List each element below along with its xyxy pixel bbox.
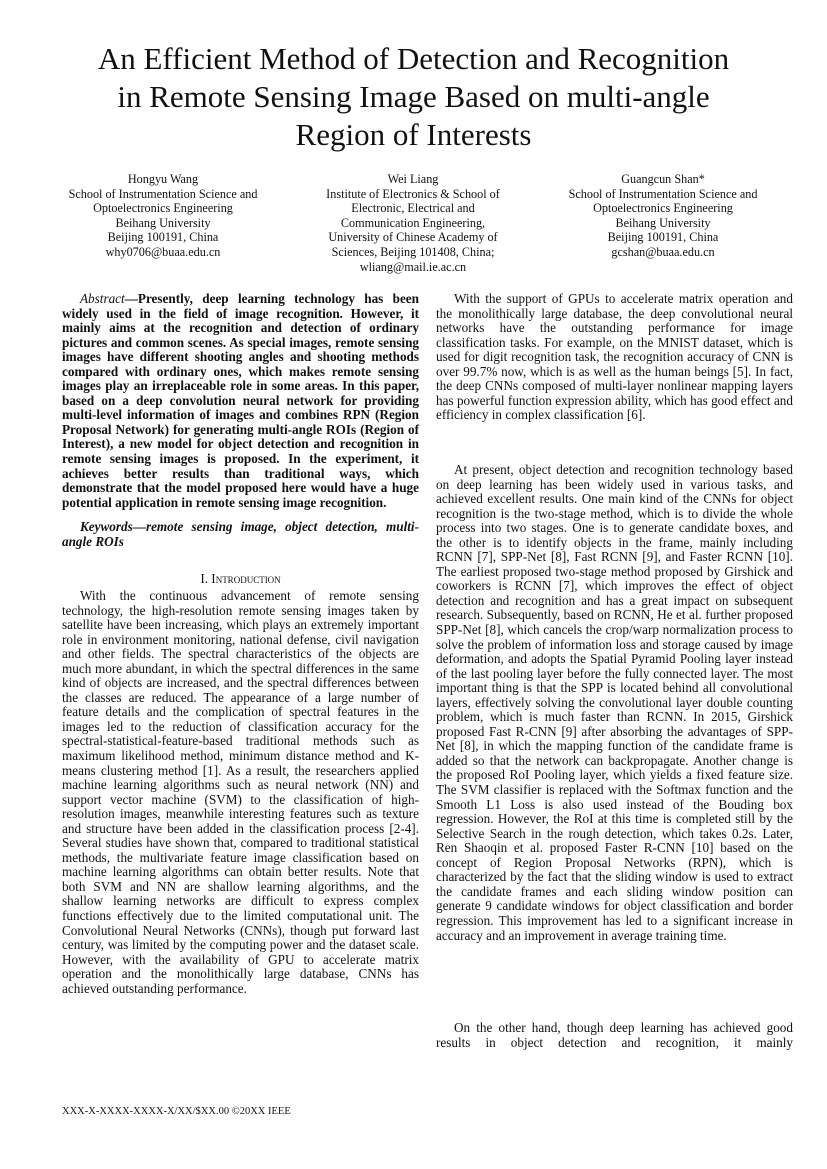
author-name: Wei Liang: [387, 172, 439, 186]
paragraph: At present, object detection and recognition technology based on deep learning has been widely used in various tasks, and achieved excellent results. One main kind of the CNNs for object recognition is the two-stage method, which is to divide the whole process into two stages. One is to generate candidate boxes, and the other is to identify objects in the frame, mainly including RCNN [7], SPP-Net [8], Fast RCNN [9], and Faster RCNN [10]. The earliest proposed two-stage method proposed by Girshick and coworkers is RCNN [7], which improves the effect of object detection and recognition and has a great impact on subsequent research. Subsequently, based on RCNN, He et al. further proposed SPP-Net [8], which cancels the crop/warp normalization process to solve the problem of information loss and storage caused by image deformation, and adopts the Spatial Pyramid Pooling layer instead of the last pooling layer before the fully connected layer. The most important thing is that the SPP is located behind all convolutional layers, effectively solving the convolutional layer double counting problem, which is much faster than RCNN. In 2015, Girshick proposed Fast R-CNN [9] after absorbing the advantages of SPP-Net [8], in which the mapping function of the candidate frame is added so that the network can backpropagate. Another change is the proposed RoI Pooling layer, which yields a fixed feature size. The SVM classifier is replaced with the Softmax function and the Smooth L1 Loss is also used instead of the Bouding box regression. However, the RoI at this time is completed still by the Selective Search in the rough detection, which takes 0.2s. Later, Ren Shaoqin et al. proposed Faster R-CNN [10] based on the concept of Region Proposal Networks (RPN), which is characterized by the fact that the sliding window is used to extract the candidate frames and each sliding window position can generate 9 candidate windows for object classification and border regression. This improvement has led to a significant increase in accuracy and an improvement in average training time.: [436, 462, 793, 943]
affiliation-line: Communication Engineering,: [340, 215, 486, 230]
title-line: in Remote Sensing Image Based on multi-angle: [117, 79, 710, 114]
copyright-footer: XXX-X-XXXX-XXXX-X/XX/$XX.00 ©20XX IEEE: [62, 1106, 291, 1117]
abstract-label: Abstract: [80, 291, 125, 306]
affiliation-line: Optoelectronics Engineering: [93, 201, 233, 216]
keywords-section: [62, 520, 419, 549]
title-line: An Efficient Method of Detection and Recognition: [97, 41, 730, 76]
section-heading: I. Introduction: [200, 571, 281, 586]
affiliation-line: Optoelectronics Engineering: [593, 201, 733, 216]
affiliation-line: School of Instrumentation Science and: [568, 186, 758, 201]
affiliation-line: Beihang University: [115, 215, 211, 230]
author-block-2: [288, 172, 538, 274]
keywords: [62, 520, 419, 549]
paragraph: On the other hand, though deep learning has achieved good results in object detection and recognition, it mainly: [436, 1020, 793, 1050]
right-column-body-3: [436, 1021, 793, 1050]
keywords-label: Keywords: [80, 519, 133, 534]
affiliation-line: Sciences, Beijing 101408, China;: [331, 244, 495, 259]
title-line: Region of Interests: [295, 117, 532, 152]
affiliation-line: Electronic, Electrical and: [351, 201, 475, 216]
abstract-section: [62, 292, 419, 510]
left-column-body: [62, 589, 419, 996]
author-block-1: [38, 172, 288, 260]
right-column-body: [436, 292, 793, 423]
author-name: Guangcun Shan*: [621, 172, 705, 186]
abstract-text: —Presently, deep learning technology has been widely used in the field of image recognition. However, it mainly aims at the recognition and detection of ordinary pictures and common scenes. As special images, remote sensing images have different shooting angles and shooting methods compared with ordinary ones, which makes remote sensing images play an irreplaceable role in some areas. In this paper, based on a deep convolution neural network for providing multi-level information of images and combines RPN (Region Proposal Network) for generating multi-angle ROIs (Region of Interest), a new model for object detection and recognition in remote sensing images is proposed. In the experiment, it achieves better results than traditional ways, which demonstrate that the model proposed here would have a huge potential application in remote sensing image recognition.: [62, 291, 419, 510]
affiliation-line: Beihang University: [615, 215, 711, 230]
author-email: why0706@buaa.edu.cn: [105, 244, 221, 259]
affiliation-line: University of Chinese Academy of: [328, 230, 498, 245]
right-column-body-2: [436, 463, 793, 943]
paper-title: [40, 40, 787, 154]
keywords-text: —remote sensing image, object detection, multi-angle ROIs: [62, 519, 419, 549]
affiliation-line: Beijing 100191, China: [607, 230, 719, 245]
paragraph: With the continuous advancement of remote sensing technology, the high-resolution remote sensing images taken by satellite have been increasing, which plays an extremely important role in environment monitoring, national defense, civil navigation and other fields. The spectral characteristics of the objects are much more abundant, in which the spectral differences in the same kind of objects are increased, and the spectral differences between the classes are reduced. The appearance of a large number of feature details and the complication of spectral features in the images led to the reduction of classification accuracy for the spectral-statistical-feature-based traditional methods such as maximum likelihood method, minimum distance method and K-means clustering method [1]. As a result, the researchers applied machine learning algorithms such as neural network (NN) and support vector machine (SVM) to the classification of high-resolution images, meanwhile interesting features such as texture and structure have been added in the classification process [2-4]. Several studies have shown that, compared to traditional statistical methods, the multivariate feature image classification based on machine learning algorithms can obtain better results. Note that both SVM and NN are shallow learning algorithms, and the shallow learning networks are difficult to express complex functions effectively due to the limited computational unit. The Convolutional Neural Networks (CNNs), though put forward last century, was limited by the computing power and the dataset scale. However, with the availability of GPU to accelerate matrix operation and the monolithically large database, CNNs has achieved outstanding performance.: [62, 588, 419, 996]
author-email: wliang@mail.ie.ac.cn: [359, 259, 467, 274]
affiliation-line: Institute of Electronics & School of: [326, 186, 500, 201]
author-block-3: [538, 172, 788, 260]
author-email: gcshan@buaa.edu.cn: [611, 244, 715, 259]
author-name: Hongyu Wang: [127, 172, 199, 186]
abstract: [62, 292, 419, 510]
affiliation-line: School of Instrumentation Science and: [68, 186, 258, 201]
affiliation-line: Beijing 100191, China: [107, 230, 219, 245]
paragraph: With the support of GPUs to accelerate matrix operation and the monolithically large database, the deep convolutional neural networks have the outstanding performance for image classification tasks. For example, on the MNIST dataset, which is used for digit recognition task, the recognition accuracy of CNN is over 99.7% now, which is as well as the human beings [5]. In fact, the deep CNNs composed of multi-layer nonlinear mapping layers has powerful function expression ability, which has good effect and efficiency in complex classification [6].: [436, 291, 793, 423]
